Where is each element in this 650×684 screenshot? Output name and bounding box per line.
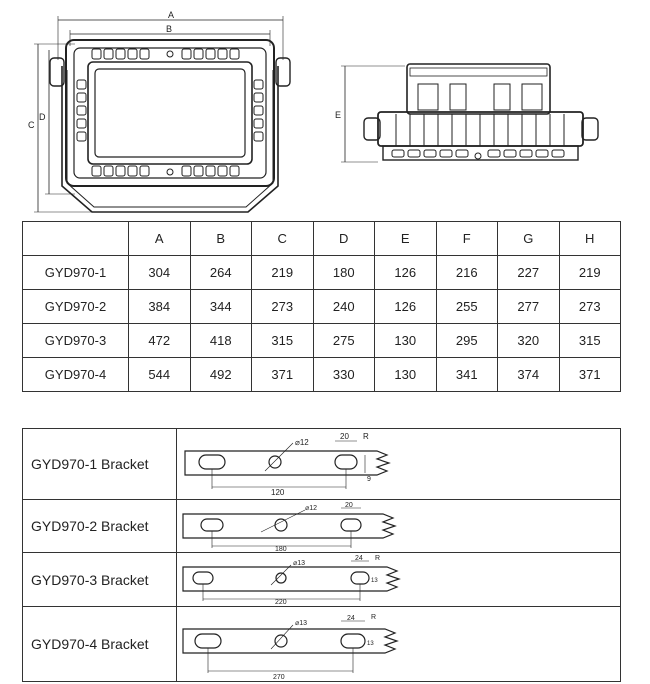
table-row <box>23 358 621 392</box>
table-header: G <box>498 222 560 256</box>
table-header: E <box>375 222 437 256</box>
front-view <box>34 16 290 212</box>
table-row <box>23 256 621 290</box>
bracket-drawing <box>177 429 621 499</box>
dim-label-b: B <box>166 24 173 34</box>
table-header: C <box>252 222 314 256</box>
table-cell: 374 <box>498 358 560 392</box>
table-cell: 130 <box>375 358 437 392</box>
table-cell: 320 <box>498 324 560 358</box>
slot-width-label: 20 <box>345 502 353 509</box>
bracket-drawing <box>177 553 621 606</box>
table-cell: 371 <box>559 358 621 392</box>
dim-label-a: A <box>168 10 175 20</box>
height-label: 13 <box>367 641 374 647</box>
length-label: 180 <box>275 546 287 552</box>
bracket-row <box>23 500 621 553</box>
table-cell: 219 <box>559 256 621 290</box>
table-cell: 216 <box>436 256 498 290</box>
slot-width-label: 24 <box>355 555 363 562</box>
dim-label-c: C <box>28 120 35 130</box>
table-cell: 330 <box>313 358 375 392</box>
model-cell: GYD970-1 <box>23 256 129 290</box>
bracket-table <box>22 428 621 682</box>
table-header: B <box>190 222 252 256</box>
bracket-label: GYD970-3 Bracket <box>23 553 177 607</box>
radius-label: R <box>371 614 377 621</box>
bracket-drawing-cell <box>177 429 621 500</box>
radius-label: R <box>363 432 369 441</box>
hole-diameter-label: ⌀13 <box>293 560 306 567</box>
table-row <box>23 290 621 324</box>
bracket-row <box>23 607 621 682</box>
table-cell: 315 <box>559 324 621 358</box>
table-header: F <box>436 222 498 256</box>
dim-label-e: E <box>335 110 342 120</box>
length-label: 220 <box>275 599 287 606</box>
table-cell: 277 <box>498 290 560 324</box>
length-label: 270 <box>273 674 285 681</box>
table-cell: 264 <box>190 256 252 290</box>
table-cell: 130 <box>375 324 437 358</box>
bracket-drawing <box>177 500 621 552</box>
table-cell: 544 <box>129 358 191 392</box>
bracket-drawing-cell <box>177 553 621 607</box>
length-label: 120 <box>271 488 285 497</box>
table-cell: 273 <box>252 290 314 324</box>
model-cell: GYD970-3 <box>23 324 129 358</box>
hole-diameter-label: ⌀12 <box>305 505 318 512</box>
table-row <box>23 324 621 358</box>
table-cell: 126 <box>375 290 437 324</box>
table-cell: 240 <box>313 290 375 324</box>
slot-width-label: 20 <box>340 432 349 441</box>
table-header: D <box>313 222 375 256</box>
table-cell: 219 <box>252 256 314 290</box>
table-cell: 180 <box>313 256 375 290</box>
technical-drawing <box>0 0 650 220</box>
bracket-label: GYD970-1 Bracket <box>23 429 177 500</box>
slot-width-label: 24 <box>347 615 355 622</box>
table-cell: 472 <box>129 324 191 358</box>
table-cell: 384 <box>129 290 191 324</box>
bracket-drawing-cell <box>177 607 621 682</box>
table-cell: 418 <box>190 324 252 358</box>
height-label: 13 <box>371 578 378 584</box>
table-cell: 275 <box>313 324 375 358</box>
dimensions-table <box>22 221 621 392</box>
bracket-drawing <box>177 607 621 681</box>
model-cell: GYD970-4 <box>23 358 129 392</box>
table-cell: 227 <box>498 256 560 290</box>
table-cell: 492 <box>190 358 252 392</box>
table-cell: 371 <box>252 358 314 392</box>
bracket-drawing-cell <box>177 500 621 553</box>
radius-label: R <box>375 555 381 562</box>
table-cell: 304 <box>129 256 191 290</box>
dim-label-d: D <box>39 112 46 122</box>
height-label: 9 <box>367 476 371 483</box>
table-cell: 344 <box>190 290 252 324</box>
table-header-row <box>23 222 621 256</box>
bracket-label: GYD970-4 Bracket <box>23 607 177 682</box>
side-view <box>341 64 598 162</box>
table-cell: 255 <box>436 290 498 324</box>
table-header <box>23 222 129 256</box>
table-cell: 341 <box>436 358 498 392</box>
bracket-label: GYD970-2 Bracket <box>23 500 177 553</box>
model-cell: GYD970-2 <box>23 290 129 324</box>
hole-diameter-label: ⌀13 <box>295 620 308 627</box>
table-cell: 273 <box>559 290 621 324</box>
bracket-row <box>23 553 621 607</box>
table-cell: 295 <box>436 324 498 358</box>
table-cell: 126 <box>375 256 437 290</box>
table-header: A <box>129 222 191 256</box>
table-cell: 315 <box>252 324 314 358</box>
bracket-row <box>23 429 621 500</box>
table-header: H <box>559 222 621 256</box>
hole-diameter-label: ⌀12 <box>295 438 309 447</box>
